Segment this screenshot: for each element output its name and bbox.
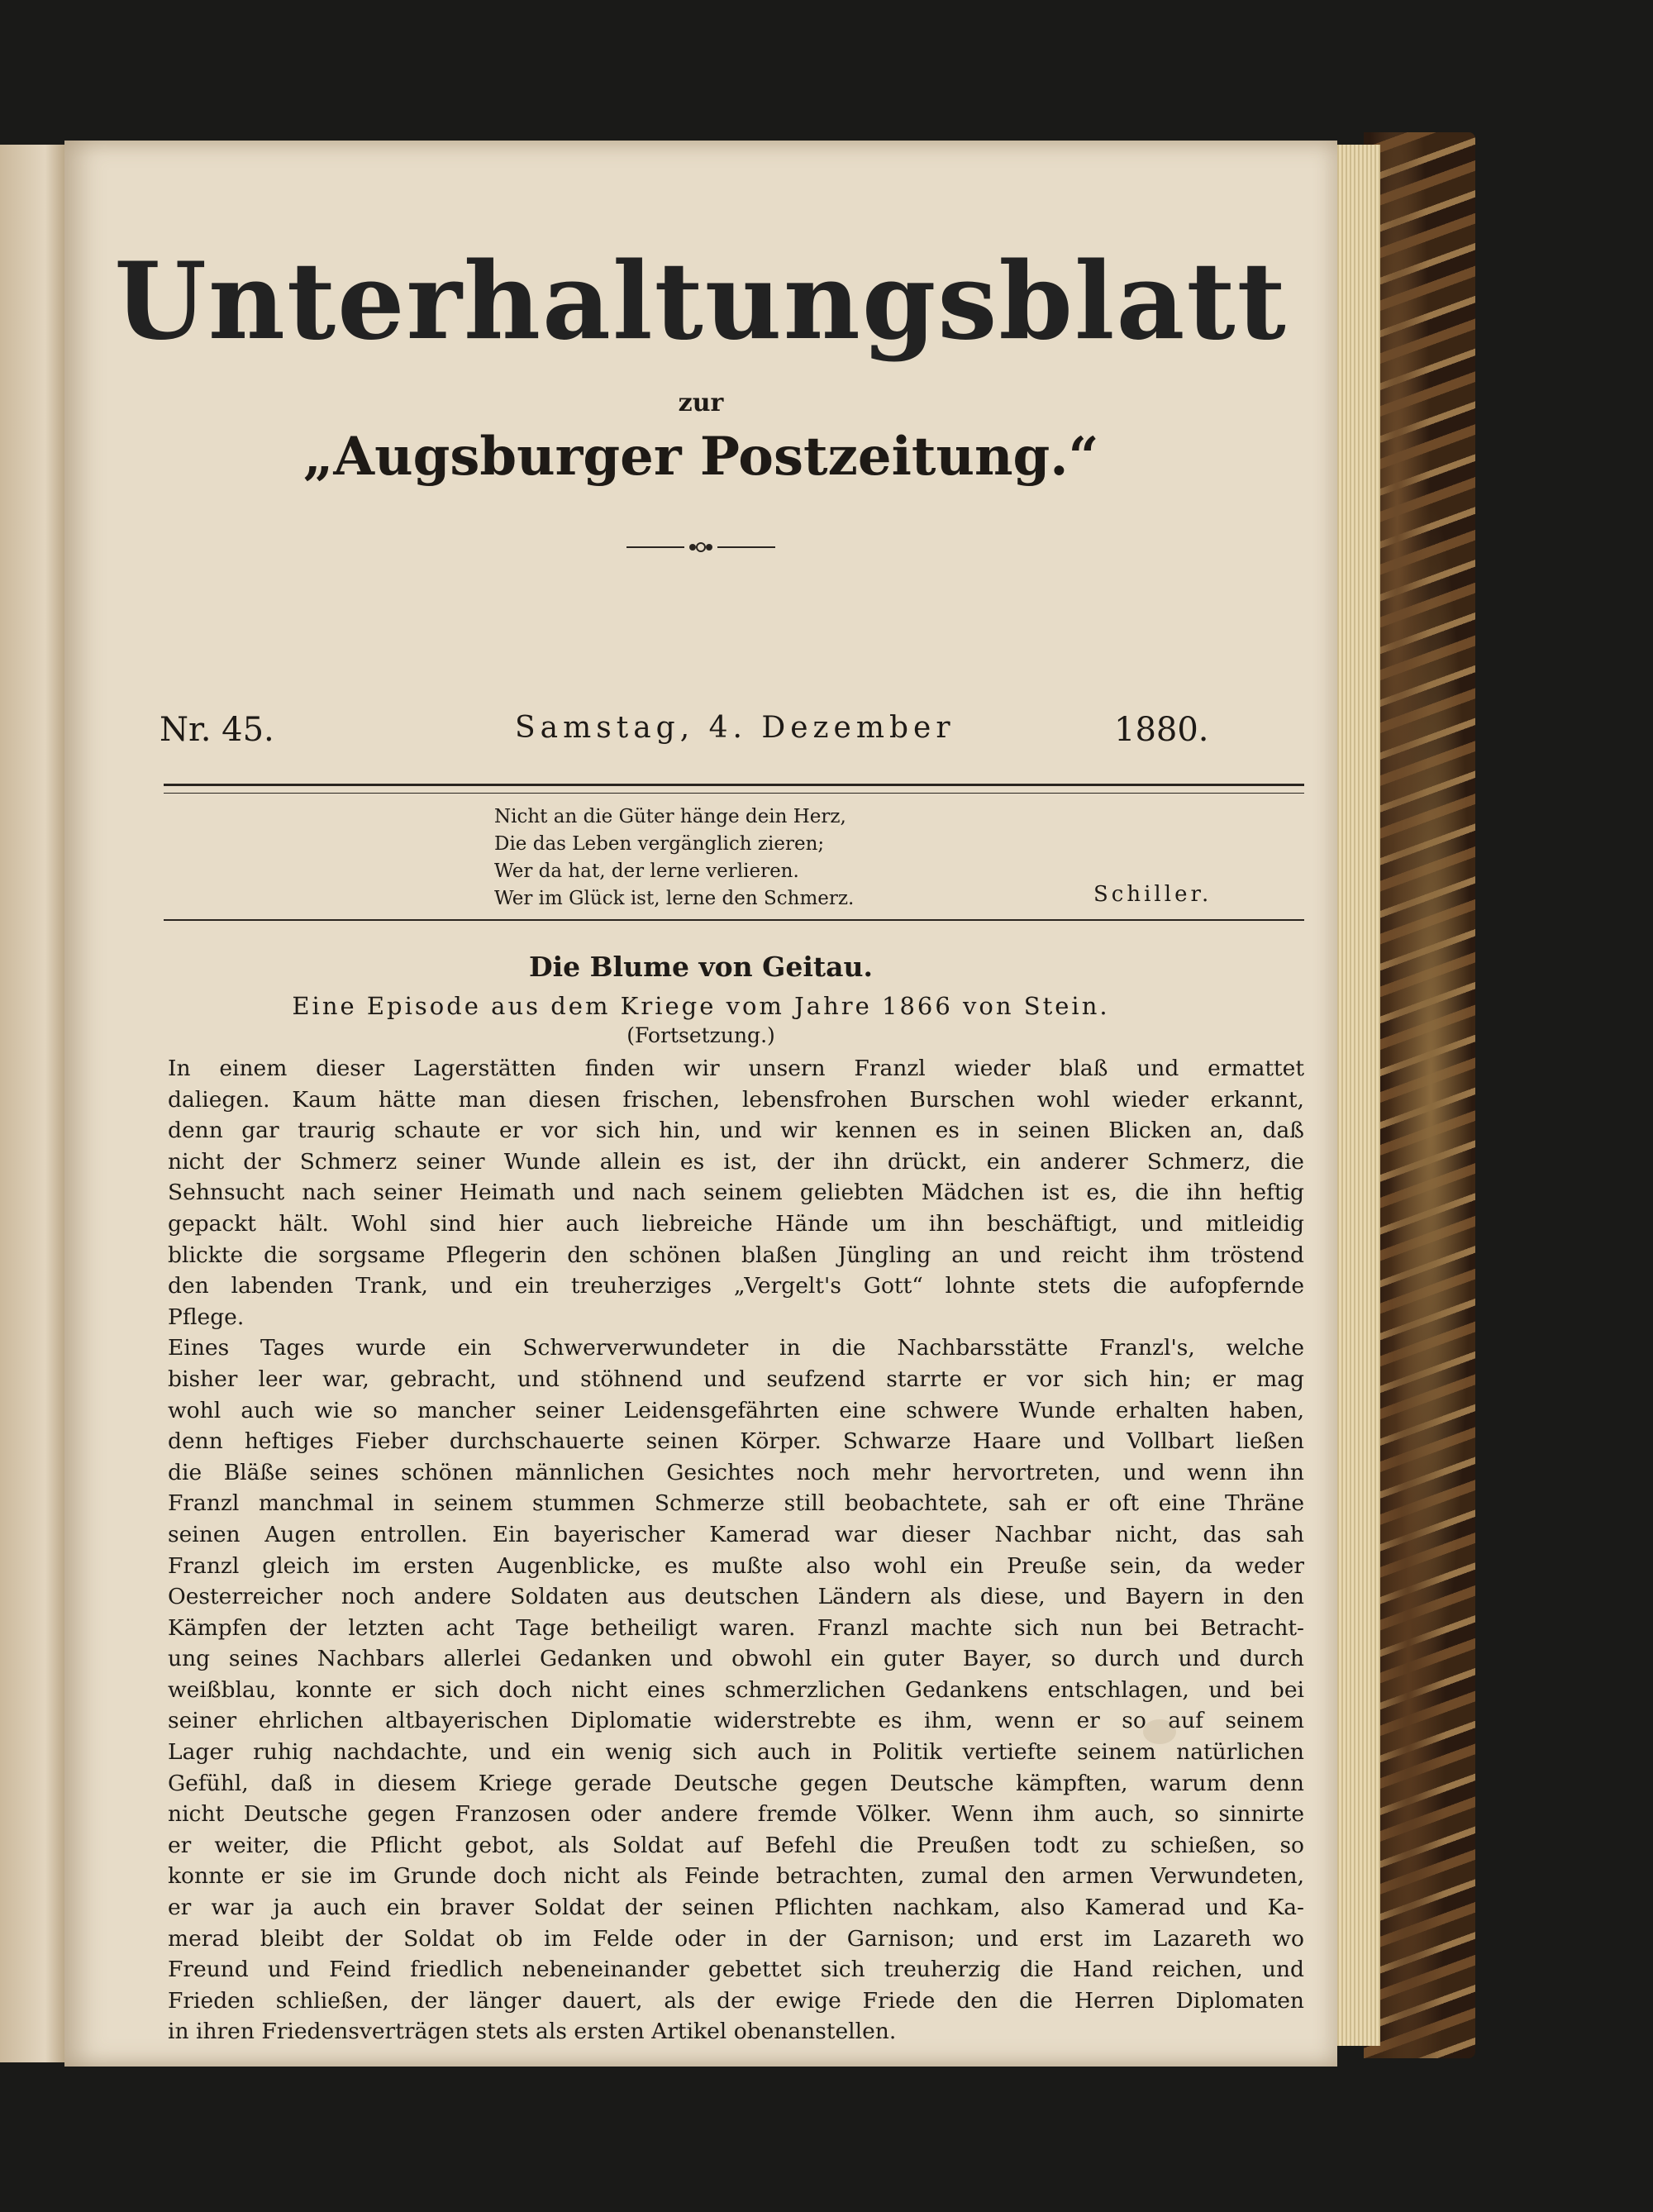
paper-stain — [1143, 1719, 1176, 1744]
article-body — [168, 1053, 1304, 2048]
article-title: Die Blume von Geitau. — [529, 951, 873, 983]
body-line: Lager ruhig nachdachte, und ein wenig sich auch in Politik vertiefte seinem natürlichen — [168, 1739, 1304, 1766]
motto-rule — [164, 919, 1304, 921]
body-line: gepackt hält. Wohl sind hier auch liebreiche Hände um ihn beschäftigt, und mitleidig — [168, 1210, 1304, 1237]
motto-poem — [494, 803, 854, 913]
body-line: denn gar traurig schaute er vor sich hin, und wir kennen es in seinen Blicken an, daß — [168, 1118, 1304, 1144]
body-line: den labenden Trank, und ein treuherziges „Vergelt's Gott“ lohnte stets die aufopfernde — [168, 1273, 1304, 1299]
article-continuation: (Fortsetzung.) — [626, 1023, 775, 1047]
body-line: konnte er sie im Grunde doch nicht als Feinde betrachten, zumal den armen Verwundeten, — [168, 1863, 1304, 1890]
body-line: Franzl gleich im ersten Augenblicke, es mußte also wohl ein Preuße sein, da weder — [168, 1552, 1304, 1579]
body-line: denn heftiges Fieber durchschauerte seinen Körper. Schwarze Haare und Vollbart ließen — [168, 1428, 1304, 1455]
body-line: seiner ehrlichen altbayerischen Diplomatie widerstrebte es ihm, wenn er so auf seinem — [168, 1708, 1304, 1734]
body-line: Franzl manchmal in seinem stummen Schmerze still beobachtete, sah er oft eine Thräne — [168, 1490, 1304, 1517]
body-line: seinen Augen entrollen. Ein bayerischer Kamerad war dieser Nachbar nicht, das sah — [168, 1521, 1304, 1547]
motto-line: Die das Leben vergänglich zieren; — [494, 833, 825, 855]
body-line: er war ja auch ein braver Soldat der seinen Pflichten nachkam, also Kamerad und Ka- — [168, 1895, 1304, 1921]
issue-year: 1880. — [1114, 711, 1209, 749]
body-line: ung seines Nachbars allerlei Gedanken und obwohl ein guter Bayer, so durch und durch — [168, 1646, 1304, 1672]
body-line: Eines Tages wurde ein Schwerverwundeter in die Nachbarsstätte Franzl's, welche — [168, 1335, 1304, 1361]
body-line: bisher leer war, gebracht, und stöhnend und seufzend starrte er vor sich hin; er mag — [168, 1366, 1304, 1392]
issue-number: Nr. 45. — [160, 711, 274, 749]
body-line: er weiter, die Pflicht gebot, als Soldat auf Befehl die Preußen todt zu schießen, so — [168, 1832, 1304, 1858]
motto-author: Schiller. — [1093, 882, 1212, 907]
body-line: Kämpfen der letzten acht Tage betheiligt waren. Franzl machte sich nun bei Betracht- — [168, 1614, 1304, 1641]
article-subtitle: Eine Episode aus dem Kriege vom Jahre 1866 von Stein. — [292, 992, 1110, 1020]
body-line: Freund und Feind friedlich nebeneinander gebettet sich treuherzig die Hand reichen, und — [168, 1957, 1304, 1983]
masthead-zur: zur — [678, 389, 724, 417]
body-line: daliegen. Kaum hätte man diesen frischen, lebensfrohen Burschen wohl wieder erkannt, — [168, 1086, 1304, 1113]
header-rule — [164, 784, 1304, 794]
body-line: Oesterreicher noch andere Soldaten aus deutschen Ländern als diese, und Bayern in den — [168, 1584, 1304, 1610]
newspaper-page — [64, 141, 1337, 2067]
body-line: Pflege. — [168, 1304, 245, 1330]
facing-page-edge — [0, 145, 64, 2062]
body-line: Frieden schließen, der länger dauert, als der ewige Friede den die Herren Diplomaten — [168, 1987, 1304, 2014]
motto-line: Nicht an die Güter hänge dein Herz, — [494, 806, 846, 827]
body-line: weißblau, konnte er sich doch nicht eines schmerzlichen Gedankens entschlagen, und bei — [168, 1676, 1304, 1703]
body-line: in ihren Friedensverträgen stets als ersten Artikel obenanstellen. — [168, 2019, 897, 2045]
body-line: die Bläße seines schönen männlichen Gesichtes noch mehr hervortreten, und wenn ihn — [168, 1459, 1304, 1485]
issue-date: Samstag, 4. Dezember — [515, 711, 955, 745]
body-line: Sehnsucht nach seiner Heimath und nach seinem geliebten Mädchen ist es, die ihn heftig — [168, 1180, 1304, 1206]
ornament-divider — [626, 539, 775, 555]
masthead-paper-name: „Augsburger Postzeitung.“ — [302, 426, 1099, 488]
body-line: In einem dieser Lagerstätten finden wir unsern Franzl wieder blaß und ermattet — [168, 1056, 1304, 1081]
body-line: Gefühl, daß in diesem Kriege gerade Deutsche gegen Deutsche kämpften, warum denn — [168, 1770, 1304, 1796]
motto-line: Wer im Glück ist, lerne den Schmerz. — [494, 888, 855, 909]
masthead-title: Unterhaltungsblatt — [114, 240, 1288, 364]
body-line: blickte die sorgsame Pflegerin den schönen blaßen Jüngling an und reicht ihm tröstend — [168, 1242, 1304, 1268]
book-cover — [1364, 132, 1475, 2058]
body-line: nicht Deutsche gegen Franzosen oder andere fremde Völker. Wenn ihm auch, so sinnirte — [168, 1801, 1304, 1828]
body-line: nicht der Schmerz seiner Wunde allein es ist, der ihn drückt, ein anderer Schmerz, die — [168, 1148, 1304, 1175]
body-line: wohl auch wie so mancher seiner Leidensgefährten eine schwere Wunde erhalten haben, — [168, 1397, 1304, 1423]
body-line: merad bleibt der Soldat ob im Felde oder in der Garnison; und erst im Lazareth wo — [168, 1925, 1304, 1952]
motto-line: Wer da hat, der lerne verlieren. — [494, 860, 799, 882]
